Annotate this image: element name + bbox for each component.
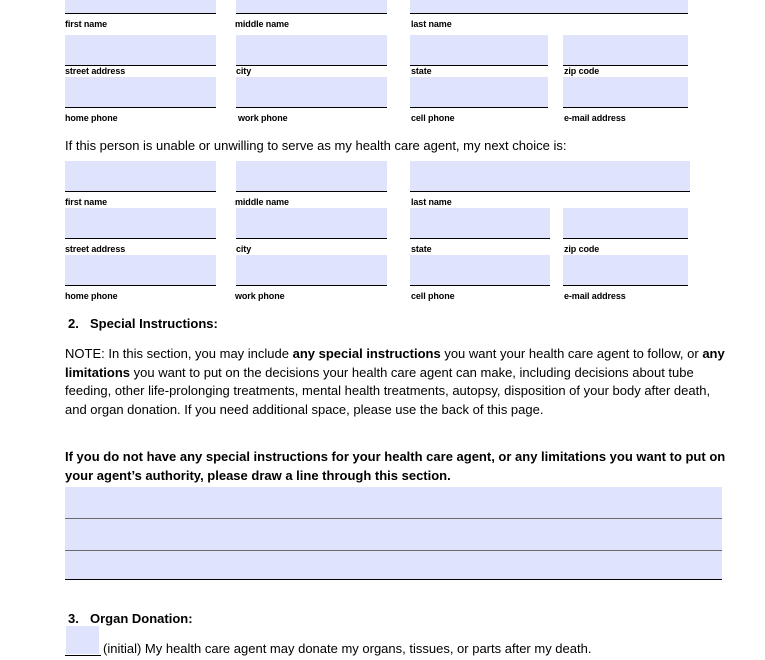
agent-cell-phone-field[interactable] <box>410 77 548 108</box>
special-instructions-rule-2 <box>65 550 722 551</box>
agent-home-phone-label: home phone <box>65 113 118 123</box>
special-instructions-rule-3 <box>65 579 722 580</box>
special-instructions-directive: If you do not have any special instructions for your health care agent, or any limitations you want to put on your agent’s authority, please draw a line through this section. <box>65 449 726 483</box>
note-bold-special-instructions: any special instructions <box>292 346 441 361</box>
alternate-home-phone-label: home phone <box>65 291 118 301</box>
agent-work-phone-label: work phone <box>238 113 288 123</box>
agent-city-label: city <box>236 66 252 76</box>
alternate-email-label: e-mail address <box>564 291 626 301</box>
organ-donation-initial-field[interactable] <box>66 626 99 654</box>
agent-first-name-field[interactable] <box>65 0 216 14</box>
special-instructions-note <box>65 345 735 419</box>
agent-state-label: state <box>411 66 432 76</box>
note-text-2: you want your health care agent to follow, or <box>440 346 703 361</box>
agent-email-field[interactable] <box>563 77 688 108</box>
organ-donation-initial-line <box>65 655 101 656</box>
section-2-title: Special Instructions: <box>90 316 218 331</box>
agent-zip-code-label: zip code <box>564 66 600 76</box>
alternate-state-label: state <box>411 244 432 254</box>
note-bold-limitations: any limitations <box>65 346 725 380</box>
agent-middle-name-field[interactable] <box>236 0 387 14</box>
alternate-street-address-label: street address <box>65 244 126 254</box>
agent-zip-code-field[interactable] <box>563 35 688 66</box>
agent-street-address-field[interactable] <box>65 35 216 66</box>
alternate-middle-name-field[interactable] <box>236 161 387 192</box>
alternate-middle-name-label: middle name <box>235 197 289 207</box>
alternate-cell-phone-label: cell phone <box>411 291 455 301</box>
alternate-city-label: city <box>236 244 252 254</box>
agent-email-label: e-mail address <box>564 113 626 123</box>
special-instructions-textarea[interactable] <box>65 487 722 580</box>
agent-state-field[interactable] <box>410 35 548 66</box>
section-3-title: Organ Donation: <box>90 611 193 626</box>
section-2-number: 2. <box>68 316 79 331</box>
alternate-cell-phone-field[interactable] <box>410 255 550 286</box>
alternate-street-address-field[interactable] <box>65 208 216 239</box>
note-text-3: you want to put on the decisions your health care agent can make, including decisions about tube feeding, other life-prolonging treatments, mental health treatments, autopsy, disposition of your body after death, and organ donation. If you need additional space, please use the back of this page. <box>65 364 711 417</box>
alternate-city-field[interactable] <box>236 208 387 239</box>
agent-last-name-label: last name <box>411 19 452 29</box>
section-3-heading <box>68 611 193 626</box>
alternate-first-name-field[interactable] <box>65 161 216 192</box>
agent-last-name-field[interactable] <box>410 0 688 14</box>
alternate-home-phone-field[interactable] <box>65 255 216 286</box>
section-3-number: 3. <box>68 611 79 626</box>
alternate-email-field[interactable] <box>563 255 688 286</box>
organ-donation-statement: (initial) My health care agent may donate my organs, tissues, or parts after my death. <box>103 641 592 656</box>
alternate-state-field[interactable] <box>410 208 550 239</box>
alternate-first-name-label: first name <box>65 197 108 207</box>
agent-work-phone-field[interactable] <box>236 77 387 108</box>
alternate-work-phone-label: work phone <box>235 291 285 301</box>
alternate-zip-code-label: zip code <box>564 244 600 254</box>
note-text-1: NOTE: In this section, you may include <box>65 346 293 361</box>
alternate-agent-intro: If this person is unable or unwilling to serve as my health care agent, my next choice is: <box>65 138 567 153</box>
alternate-last-name-label: last name <box>411 197 452 207</box>
alternate-last-name-field[interactable] <box>410 161 690 192</box>
agent-city-field[interactable] <box>236 35 387 66</box>
agent-home-phone-field[interactable] <box>65 77 216 108</box>
agent-middle-name-label: middle name <box>235 19 289 29</box>
alternate-zip-code-field[interactable] <box>563 208 688 239</box>
special-instructions-rule-1 <box>65 518 722 519</box>
agent-cell-phone-label: cell phone <box>411 113 455 123</box>
alternate-work-phone-field[interactable] <box>236 255 387 286</box>
agent-street-address-label: street address <box>65 66 126 76</box>
section-2-heading <box>68 316 218 331</box>
agent-first-name-label: first name <box>65 19 108 29</box>
